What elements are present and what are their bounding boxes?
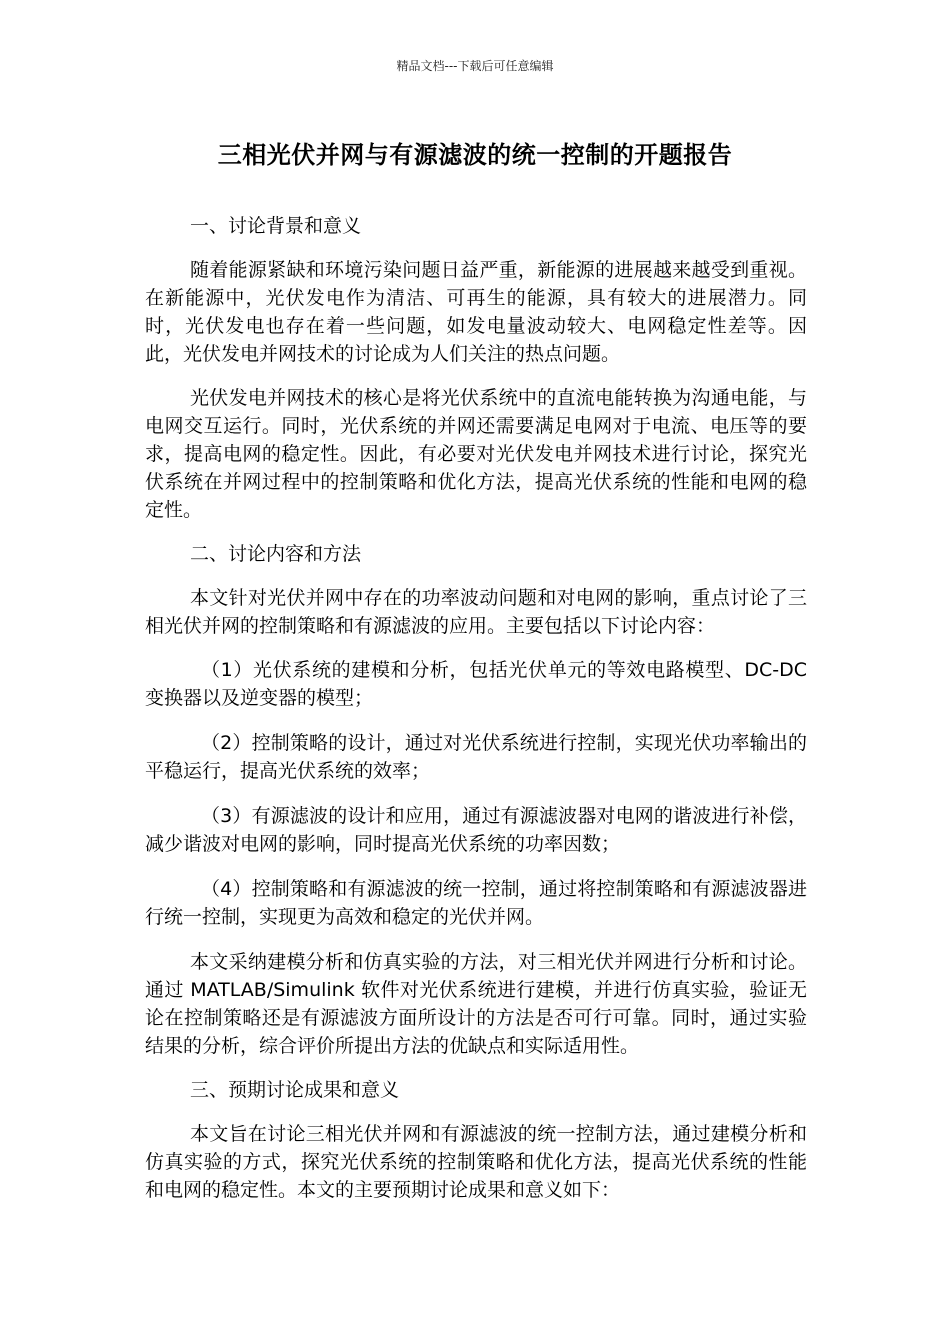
list-item: （1）光伏系统的建模和分析，包括光伏单元的等效电路模型、DC-DC 变换器以及逆变器的模型； — [145, 659, 807, 709]
list-item: （4）控制策略和有源滤波的统一控制，通过将控制策略和有源滤波器进行统一控制，实现更为高效和稳定的光伏并网。 — [145, 878, 807, 928]
body-paragraph: 本文旨在讨论三相光伏并网和有源滤波的统一控制方法，通过建模分析和仿真实验的方式，探究光伏系统的控制策略和优化方法，提高光伏系统的性能和电网的稳定性。本文的主要预期讨论成果和意义如下： — [145, 1123, 807, 1201]
list-item: （2）控制策略的设计，通过对光伏系统进行控制，实现光伏功率输出的平稳运行，提高光伏系统的效率； — [145, 732, 807, 782]
document-title: 三相光伏并网与有源滤波的统一控制的开题报告 — [217, 141, 733, 169]
section-heading: 一、讨论背景和意义 — [190, 215, 362, 237]
body-paragraph: 本文采纳建模分析和仿真实验的方法，对三相光伏并网进行分析和讨论。通过 MATLAB/Simulink 软件对光伏系统进行建模，并进行仿真实验，验证无论在控制策略还是有源滤波方面所设计的方法是否可行可靠。同时，通过实验结果的分析，综合评价所提出方法的优缺点和实际适用性。 — [145, 951, 807, 1057]
body-paragraph: 本文针对光伏并网中存在的功率波动问题和对电网的影响，重点讨论了三相光伏并网的控制策略和有源滤波的应用。主要包括以下讨论内容： — [145, 587, 807, 637]
section-heading: 三、预期讨论成果和意义 — [190, 1079, 400, 1101]
body-paragraph: 光伏发电并网技术的核心是将光伏系统中的直流电能转换为沟通电能，与电网交互运行。同时，光伏系统的并网还需要满足电网对于电流、电压等的要求，提高电网的稳定性。因此，有必要对光伏发电并网技术进行讨论，探究光伏系统在并网过程中的控制策略和优化方法，提高光伏系统的性能和电网的稳定性。 — [145, 387, 807, 521]
section-heading: 二、讨论内容和方法 — [190, 543, 362, 565]
header-note: 精品文档---下载后可任意编辑 — [396, 59, 554, 73]
list-item: （3）有源滤波的设计和应用，通过有源滤波器对电网的谐波进行补偿，减少谐波对电网的影响，同时提高光伏系统的功率因数； — [145, 805, 807, 855]
body-paragraph: 随着能源紧缺和环境污染问题日益严重，新能源的进展越来越受到重视。在新能源中，光伏发电作为清洁、可再生的能源，具有较大的进展潜力。同时，光伏发电也存在着一些问题，如发电量波动较大、电网稳定性差等。因此，光伏发电并网技术的讨论成为人们关注的热点问题。 — [145, 259, 807, 365]
document-body — [145, 212, 807, 1220]
